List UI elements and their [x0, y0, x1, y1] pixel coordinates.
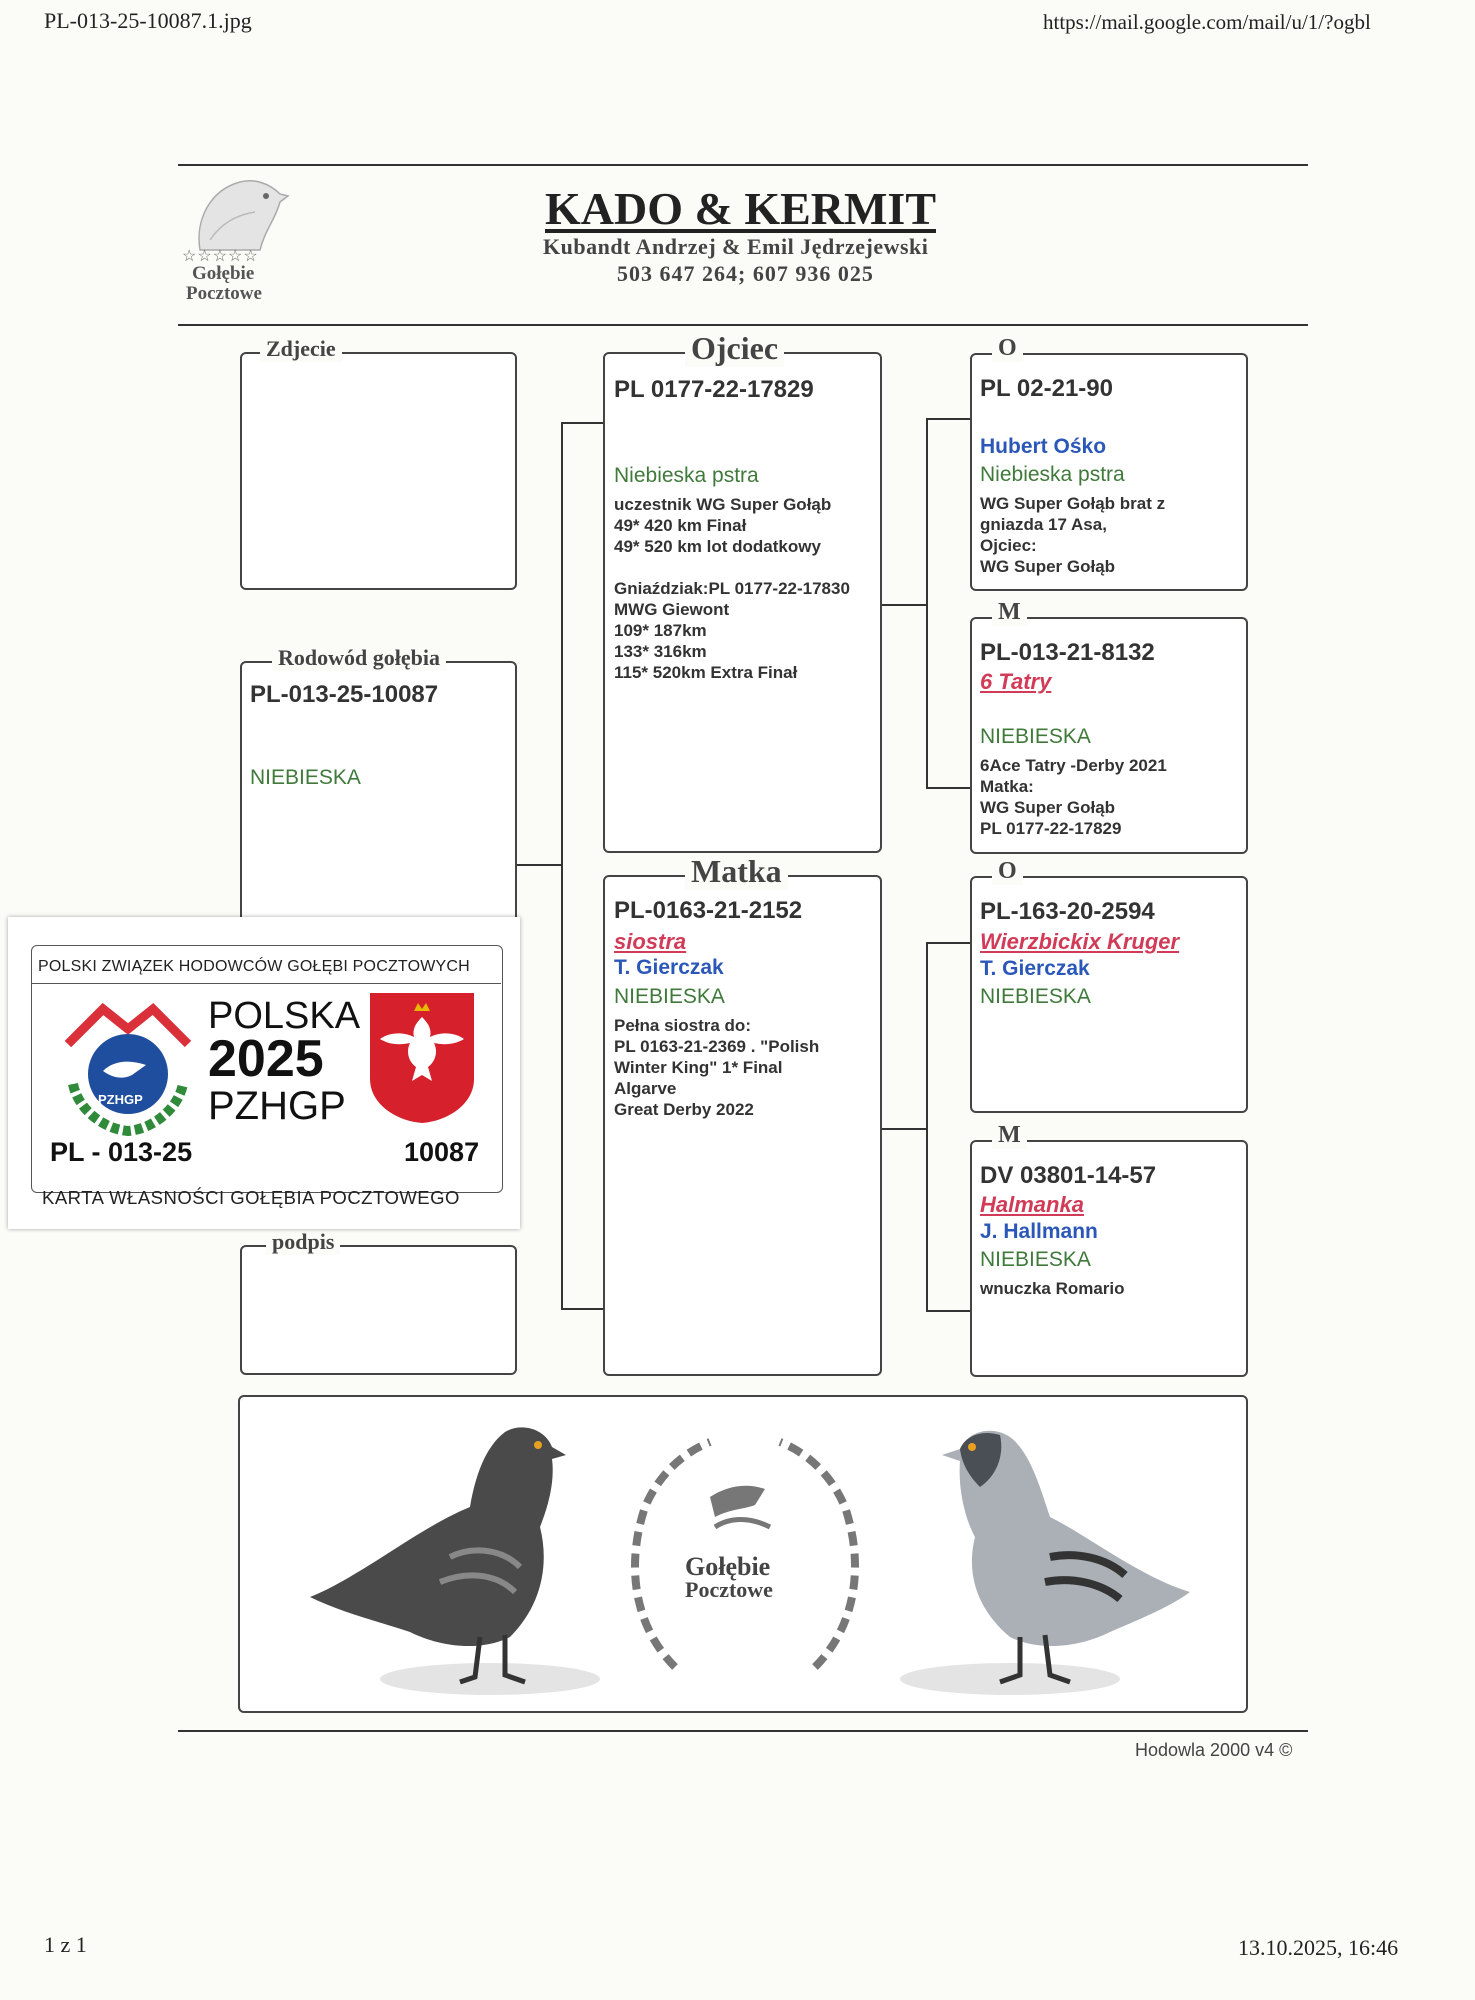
connector — [882, 604, 927, 606]
connector — [926, 942, 970, 944]
card-org: POLSKI ZWIĄZEK HODOWCÓW GOŁĘBI POCZTOWYCH — [38, 958, 470, 975]
connector — [926, 1310, 970, 1312]
connector — [561, 1308, 603, 1310]
card-country: POLSKA — [208, 995, 361, 1037]
connector — [926, 418, 928, 788]
header-rule — [178, 324, 1308, 326]
fm-box-label: M — [992, 599, 1027, 626]
father-box — [603, 330, 882, 853]
connector — [926, 942, 928, 1311]
bottom-logo-line2: Pocztowe — [685, 1577, 773, 1602]
pigeon-box — [240, 645, 517, 961]
mf-color: NIEBIESKA — [980, 985, 1091, 1008]
page-title: KADO & KERMIT — [545, 183, 936, 234]
connector — [517, 864, 562, 866]
connector — [561, 422, 563, 1309]
photo-box-label: Zdjecie — [260, 336, 342, 362]
signature-box-label: podpis — [266, 1229, 340, 1255]
pzhgp-emblem-icon — [48, 989, 208, 1139]
connector — [926, 418, 970, 420]
mm-box-label: M — [992, 1122, 1027, 1149]
mother-color: NIEBIESKA — [614, 985, 725, 1008]
mm-ring: DV 03801-14-57 — [980, 1162, 1157, 1189]
top-rule — [178, 164, 1308, 166]
pigeon-left-icon — [300, 1407, 620, 1707]
card-ring-prefix: PL - 013-25 — [50, 1137, 193, 1167]
mf-box-label: O — [992, 858, 1023, 885]
photo-box — [240, 336, 517, 590]
card-abbr: PZHGP — [208, 1084, 346, 1128]
print-url: https://mail.google.com/mail/u/1/?ogbl — [1043, 10, 1371, 34]
card-year: 2025 — [208, 1030, 324, 1088]
mf-breeder: T. Gierczak — [980, 957, 1090, 980]
connector — [882, 1128, 927, 1130]
father-box-label: Ojciec — [685, 330, 784, 367]
mm-color: NIEBIESKA — [980, 1248, 1091, 1271]
pigeon-ring: PL-013-25-10087 — [250, 681, 439, 708]
ff-notes: WG Super Gołąb brat z gniazda 17 Asa, Ojciec: WG Super Gołąb — [980, 494, 1166, 576]
ff-color: Niebieska pstra — [980, 463, 1125, 486]
father-color: Niebieska pstra — [614, 464, 759, 487]
phones: 503 647 264; 607 936 025 — [617, 261, 874, 286]
print-filename: PL-013-25-10087.1.jpg — [44, 8, 252, 33]
ff-breeder: Hubert Ośko — [980, 435, 1107, 458]
mother-breeder: T. Gierczak — [614, 956, 724, 979]
mother-notes: Pełna siostra do: PL 0163-21-2369 . "Polish Winter King" 1* Final Algarve Great Derby 2022 — [614, 1016, 820, 1119]
mm-name: Halmanka — [980, 1192, 1084, 1217]
mother-name: siostra — [614, 929, 687, 954]
fm-ring: PL-013-21-8132 — [980, 639, 1155, 666]
mm-box — [970, 1122, 1248, 1377]
software-credit: Hodowla 2000 v4 © — [1135, 1740, 1293, 1760]
logo-stars: ☆☆☆☆☆ — [182, 248, 259, 265]
pigeon-box-label: Rodowód gołębia — [272, 645, 446, 671]
mf-ring: PL-163-20-2594 — [980, 898, 1155, 925]
logo-line2: Pocztowe — [186, 283, 262, 304]
owners: Kubandt Andrzej & Emil Jędrzejewski — [543, 234, 929, 259]
mother-box-label: Matka — [685, 853, 788, 890]
mother-ring: PL-0163-21-2152 — [614, 897, 803, 924]
card-caption: KARTA WŁASNOŚCI GOŁĘBIA POCZTOWEGO — [42, 1187, 460, 1208]
illustration-panel — [238, 1395, 1248, 1713]
mf-name: Wierzbickix Kruger — [980, 929, 1180, 954]
mm-notes: wnuczka Romario — [980, 1279, 1125, 1298]
bottom-rule — [178, 1730, 1308, 1732]
fm-name: 6 Tatry — [980, 669, 1052, 694]
fm-color: NIEBIESKA — [980, 725, 1091, 748]
connector — [561, 422, 603, 424]
logo-line1: Gołębie — [192, 263, 255, 284]
ff-box — [970, 335, 1248, 591]
fm-notes: 6Ace Tatry -Derby 2021 Matka: WG Super Gołąb PL 0177-22-17829 — [980, 756, 1167, 838]
connector — [926, 787, 970, 789]
card-ring-number: 10087 — [404, 1137, 480, 1167]
mother-box — [603, 853, 882, 1376]
card-badge: PZHGP — [98, 1092, 143, 1107]
pigeon-right-icon — [880, 1407, 1200, 1707]
print-page-number: 1 z 1 — [44, 1932, 87, 1957]
pigeon-head-icon — [180, 170, 300, 252]
signature-box — [240, 1229, 517, 1375]
bottom-logo-line1: Gołębie — [685, 1552, 771, 1581]
polish-eagle-icon — [366, 989, 478, 1125]
card-divider — [31, 983, 501, 984]
mf-box — [970, 858, 1248, 1113]
print-datetime: 13.10.2025, 16:46 — [1238, 1935, 1399, 1960]
father-ring: PL 0177-22-17829 — [614, 376, 814, 403]
ff-box-label: O — [992, 335, 1023, 362]
ownership-card — [8, 917, 520, 1229]
pigeon-color: NIEBIESKA — [250, 766, 361, 789]
fm-box — [970, 599, 1248, 854]
mm-breeder: J. Hallmann — [980, 1220, 1098, 1243]
father-notes: uczestnik WG Super Gołąb 49* 420 km Finał 49* 520 km lot dodatkowy Gniaździak:PL 0177-22-17830 MWG Giewont 109* 187km 133* 316km 115* 520km Extra Finał — [614, 495, 850, 682]
ff-ring: PL 02-21-90 — [980, 375, 1113, 402]
pigeon-head-logo — [180, 170, 300, 315]
